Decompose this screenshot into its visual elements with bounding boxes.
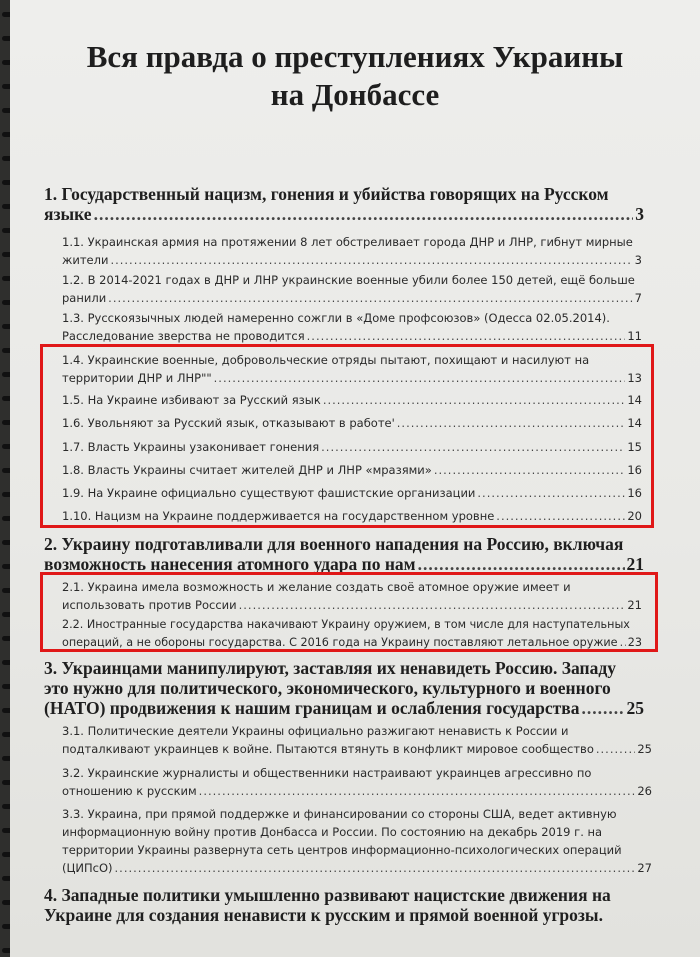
toc-entry-1-3: 1.3. Русскоязычных людей намеренно сожгли в «Доме профсоюзов» (Одесса 02.05.2014). Расследование зверства не проводится ..... 11 <box>62 309 642 345</box>
toc-entry-1-5: 1.5. На Украине избивают за Русский язык ..... 14 <box>62 391 642 409</box>
toc-entry-1-6: 1.6. Увольняют за Русский язык, отказывают в работе' ..... 14 <box>62 414 642 432</box>
page-number: 20 <box>627 509 642 523</box>
page-number: 7 <box>634 291 642 305</box>
page-number: 25 <box>626 698 644 718</box>
red-highlight-box <box>40 344 654 528</box>
page-number: 21 <box>626 554 644 574</box>
page-number: 16 <box>627 463 642 477</box>
toc-entry-3-2: 3.2. Украинские журналисты и общественники настраивают украинцев агрессивно по отношению к русским ..... 26 <box>62 764 652 800</box>
toc-entry-2-2: 2.2. Иностранные государства накачивают Украину оружием, в том числе для наступательных операций, а не обороны государства. С 2016 года на Украину поставляют летальное оружие ..... 23 <box>62 616 642 652</box>
page-number: 13 <box>627 371 642 385</box>
toc-entry-1-1: 1.1. Украинская армия на протяжении 8 лет обстреливает города ДНР и ЛНР, гибнут мирные жители ..... 3 <box>62 233 642 269</box>
toc-entry-1-2: 1.2. В 2014-2021 годах в ДНР и ЛНР украинские военные убили более 150 детей, ещё больше ранили ..... 7 <box>62 271 642 307</box>
toc-entry-1-7: 1.7. Власть Украины узаконивает гонения ..... 15 <box>62 438 642 456</box>
section-4-heading: 4. Западные политики умышленно развивают нацистские движения на Украине для создания ненависти к русским и прямой военной угрозы. <box>44 885 611 925</box>
toc-entry-1-8: 1.8. Власть Украины считает жителей ДНР и ЛНР «мразями» ..... 16 <box>62 461 642 479</box>
page-number: 3 <box>634 253 642 267</box>
red-highlight-box <box>40 572 658 652</box>
section-3-heading: 3. Украинцами манипулируют, заставляя их ненавидеть Россию. Западу это нужно для политического, экономического, культурного и военного (НАТО) продвижения к нашим границам и ослабления государства ..... 25 <box>44 658 644 718</box>
section-1-heading: 1. Государственный нацизм, гонения и убийства говорящих на Русском языке ..... 3 <box>44 184 644 224</box>
title-line: Вся правда о преступлениях Украины <box>86 39 624 74</box>
page-number: 26 <box>637 784 652 798</box>
toc-entry-1-10: 1.10. Нацизм на Украине поддерживается на государственном уровне ..... 20 <box>62 507 642 525</box>
page-number: 16 <box>627 486 642 500</box>
page-number: 14 <box>627 416 642 430</box>
page-number: 15 <box>627 440 642 454</box>
toc-entry-2-1: 2.1. Украина имела возможность и желание создать своё атомное оружие имеет и использовать против России ..... 21 <box>62 578 642 614</box>
toc-entry-1-4: 1.4. Украинские военные, добровольческие отряды пытают, похищают и насилуют на территории ДНР и ЛНР"" ..... 13 <box>62 351 642 387</box>
page-number: 23 <box>627 636 642 649</box>
page-number: 21 <box>627 598 642 612</box>
document-title <box>30 38 680 114</box>
document-page <box>10 0 700 957</box>
page-number: 3 <box>635 204 644 224</box>
toc-entry-3-1: 3.1. Политические деятели Украины официально разжигают ненависть к России и подталкивают украинцев к войне. Пытаются втянуть в конфликт мировое сообщество ..... 25 <box>62 722 652 758</box>
page-number: 27 <box>637 861 652 875</box>
toc-entry-1-9: 1.9. На Украине официально существуют фашистские организации ..... 16 <box>62 484 642 502</box>
page-number: 14 <box>627 393 642 407</box>
page-number: 25 <box>637 742 652 756</box>
title-line: на Донбассе <box>270 77 440 112</box>
section-2-heading: 2. Украину подготавливали для военного нападения на Россию, включая возможность нанесения атомного удара по нам ..... 21 <box>44 534 644 574</box>
page-number: 11 <box>627 329 642 343</box>
toc-entry-3-3: 3.3. Украина, при прямой поддержке и финансировании со стороны США, ведет активную информационную войну против Донбасса и России. По состоянию на декабрь 2019 г. на территории Украины развернута сеть центров информационно-психологических операций (ЦИПсО) ..... 27 <box>62 805 652 877</box>
